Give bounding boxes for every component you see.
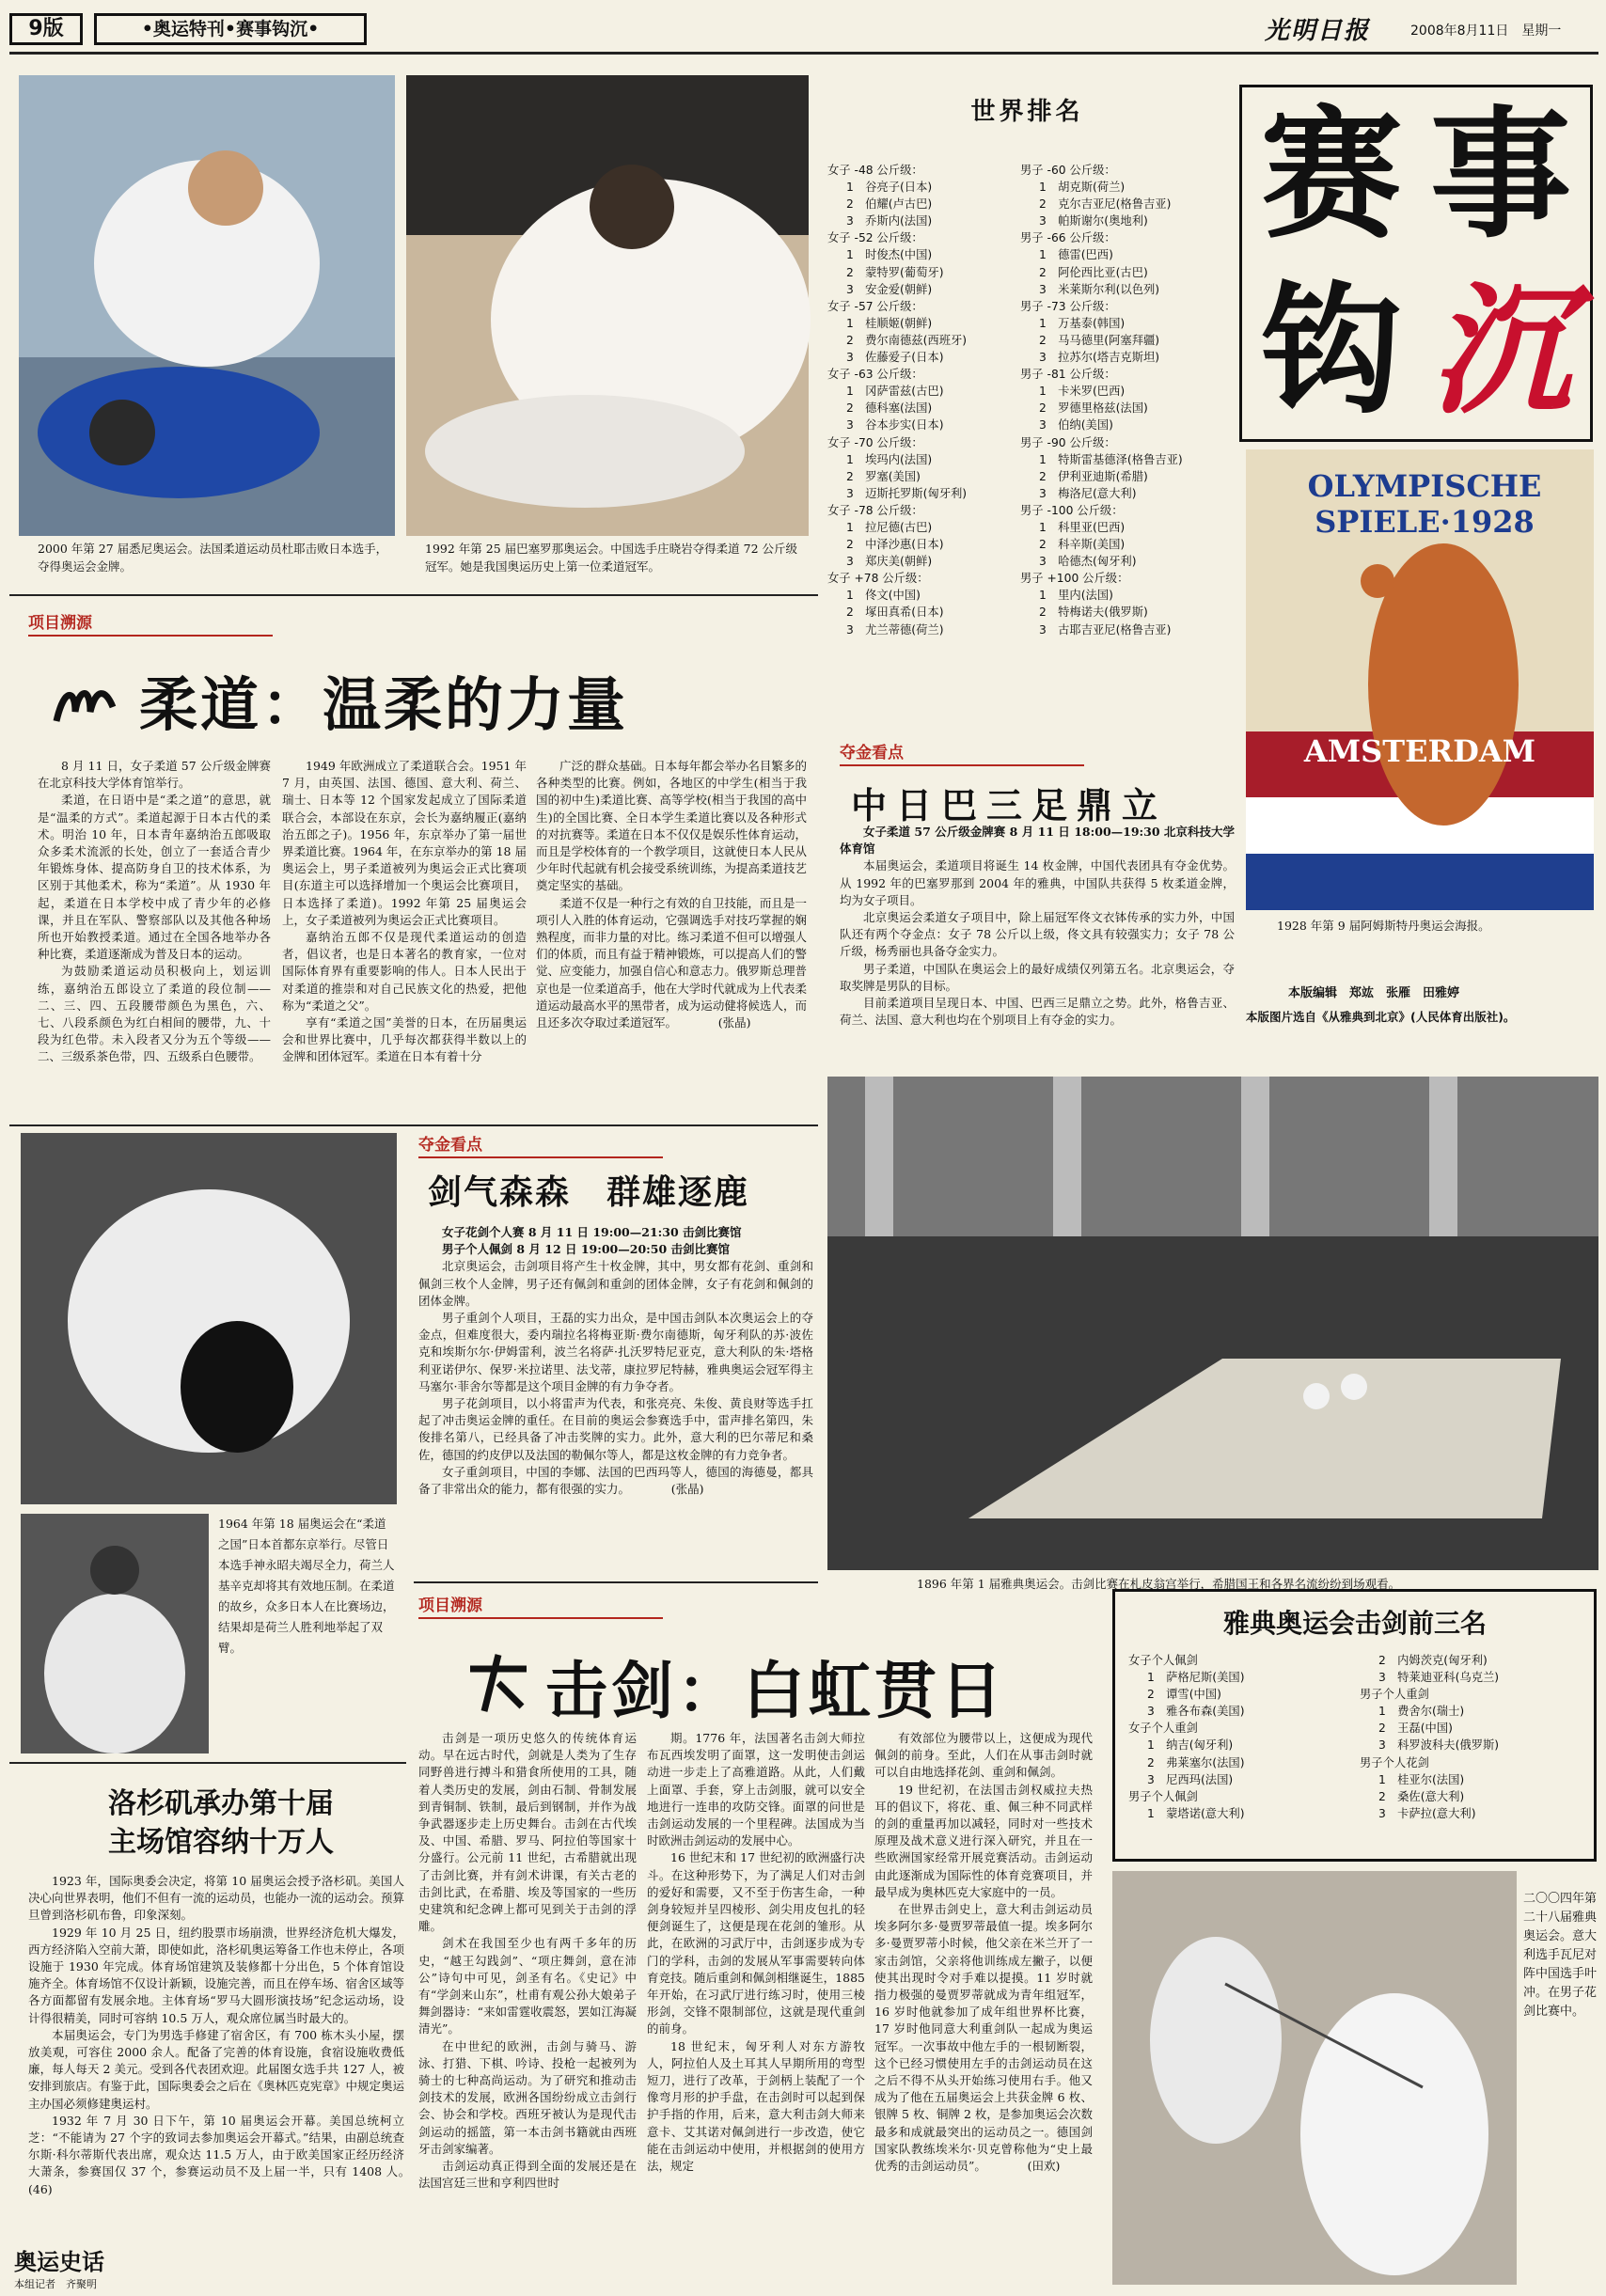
list-item: 3 尤兰蒂德(荷兰) — [846, 622, 944, 637]
list-heading: 女子 -52 公斤级： — [827, 231, 923, 245]
list-item: 1 埃玛内(法国) — [846, 452, 933, 466]
list-heading: 男子 -66 公斤级： — [1020, 231, 1116, 245]
masthead — [9, 11, 1598, 55]
list-item: 1 费舍尔(瑞士) — [1378, 1705, 1465, 1719]
list-heading: 女子个人重剑 — [1128, 1722, 1198, 1736]
list-item: 3 迈斯托罗斯(匈牙利) — [846, 486, 968, 500]
list-item: 1 佟文(中国) — [846, 589, 921, 603]
list-heading: 女子 -78 公斤级： — [827, 503, 923, 517]
list-item: 3 科罗波科夫(俄罗斯) — [1378, 1738, 1500, 1753]
fencing-top3-left — [1128, 1652, 1363, 1822]
judo-col-3: 广泛的群众基础。日本每年都会举办名目繁多的各种类型的比赛。例如，各地区的中学生(相当于我国的初中生)柔道比赛、高等学校(相当于我国的高中生)的全国比赛、全日本学生柔道比赛以及各种形式的对抗赛等。柔道在日本不仅仅是娱乐性体育运动，而且是学校体育的一个教学项目，这就使日本人民从少年时代起就有机会接受系统训练，为提高柔道技艺奠定坚实的基础。 柔道不仅是一种行之有效的自卫技能，而且是一项引人入胜的体育运动，它强调选手对技巧掌握的娴熟程度，而非力量的对比。练习柔道不但可以增强人们的体质，而且有益于精神锻炼，可以提高人们的警觉、应变能力，加强自信心和意志力。俄罗斯总理普京也是一位柔道高手，他在大学时代就成为上代表柔道运动最高水平的黑带者，成为运动健将候选人，而且还多次夺取过柔道冠军。 (张晶) — [536, 759, 807, 1030]
list-item: 1 冈萨雷兹(古巴) — [846, 385, 944, 399]
issue-date: 2008年8月11日 星期一 — [1410, 24, 1562, 39]
list-item: 1 谷亮子(日本) — [846, 181, 933, 195]
page-number: 9版 — [9, 13, 83, 45]
header-char-1: 赛 — [1260, 92, 1402, 258]
paper-logo: 光明日报 — [1265, 17, 1371, 45]
ranking-men-list — [1020, 162, 1236, 638]
list-item: 2 桑佐(意大利) — [1378, 1789, 1465, 1803]
list-item: 1 时俊杰(中国) — [846, 248, 933, 262]
list-heading: 男子个人花剑 — [1360, 1755, 1429, 1769]
list-item: 2 罗塞(美国) — [846, 469, 921, 483]
list-item: 3 伯纳(美国) — [1039, 418, 1113, 432]
list-item: 1 特斯雷基德泽(格鲁吉亚) — [1039, 452, 1183, 466]
list-item: 2 伊利亚迪斯(希腊) — [1039, 469, 1148, 483]
list-item: 2 塚田真希(日本) — [846, 605, 944, 620]
list-heading: 男子 -90 公斤级： — [1020, 435, 1116, 449]
list-item: 1 蒙塔诺(意大利) — [1147, 1806, 1245, 1820]
list-item: 3 尼西玛(法国) — [1147, 1772, 1234, 1786]
list-item: 3 哈德杰(匈牙利) — [1039, 555, 1137, 569]
la-title-2: 主场馆容纳十万人 — [108, 1826, 334, 1859]
list-item: 2 克尔吉亚尼(格鲁吉亚) — [1039, 197, 1172, 212]
fencing-photo-2004 — [1112, 1871, 1517, 2285]
editors-source: 本版图片选自《从雅典到北京》(人民体育出版社)。 — [1246, 1010, 1516, 1024]
judo-icon — [47, 669, 122, 735]
list-item: 1 万基泰(韩国) — [1039, 316, 1126, 330]
fencing-title: 击剑：白虹贯日 — [545, 1654, 1006, 1727]
list-item: 2 罗德里格兹(法国) — [1039, 401, 1148, 416]
list-item: 1 桂顺姬(朝鲜) — [846, 316, 933, 330]
judo-photo-1992 — [406, 75, 809, 536]
judo-photo-1964-bottom — [21, 1514, 209, 1753]
header-char-2: 事 — [1429, 92, 1571, 258]
fencing-top3-right — [1360, 1652, 1595, 1822]
list-heading: 女子 +78 公斤级： — [827, 572, 929, 586]
fencing-section-tag: 项目溯源 — [418, 1592, 482, 1619]
list-item: 2 特梅诺夫(俄罗斯) — [1039, 605, 1148, 620]
list-heading: 女子 -70 公斤级： — [827, 435, 923, 449]
list-item: 3 拉苏尔(塔吉克斯坦) — [1039, 351, 1160, 365]
list-item: 3 雅各布森(美国) — [1147, 1705, 1245, 1719]
list-item: 1 桂亚尔(法国) — [1378, 1772, 1465, 1786]
judo-col-1: 8 月 11 日，女子柔道 57 公斤级金牌赛在北京科技大学体育馆举行。 柔道，在日语中是“柔之道”的意思，就是“温柔的方式”。柔道起源于日本古代的柔术。明治 10 年，日本青年嘉纳治五郎吸取众多柔术流派的长处，创立了一套适合青少年锻炼身体、提高防身自卫的技术体系，为区别于其他柔术，称为“柔道”。从 1930 年起，柔道在日本学校中成了青少年的必修课，并且在军队、警察部队以及其他各种场所也开始教授柔道。通过在全国各地举办各种比赛，柔道逐渐成为普及日本的运动。 为鼓励柔道运动员积极向上，划运训练，嘉纳治五郎设立了柔道的段位制——二、三、四、五段腰带颜色为黑色，六、七、八段系颜色为红白相间的腰带，九、十段为红色带。未入段者又分为五个等级——二、三级系茶色带，四、五级系白色腰带。 — [38, 759, 271, 1064]
list-item: 2 蒙特罗(葡萄牙) — [846, 265, 944, 279]
world-ranking-box — [818, 75, 1236, 705]
list-heading: 男子 -100 公斤级： — [1020, 503, 1124, 517]
duojin2-tag: 夺金看点 — [418, 1131, 482, 1158]
list-item: 2 科辛斯(美国) — [1039, 538, 1126, 552]
fencing-col-1: 击剑是一项历史悠久的传统体育运动。早在远古时代，剑就是人类为了生存同野兽进行搏斗和猎食所使用的工具，随着人类历史的发展，剑由石制、骨制发展到青铜制、铁制，最后到钢制，并作为战争武器逐步走上历史舞台。击剑在古代埃及、中国、希腊、罗马、阿拉伯等国家十分盛行。公元前 11 世纪，古希腊就出现了击剑比赛，并有剑术讲课，有关古老的击剑比武，在希腊、埃及等国家的一些历史建筑和纪念碑上都可见到关于击剑的浮雕。 剑术在我国至少也有两千多年的历史，“越王勾践剑”、“项庄舞剑，意在沛公”诗句中可见，剑圣有名。《史记》中有“学剑来山东”，杜甫有观公孙大娘弟子舞剑器诗：“来如雷霆收震怒，罢如江海凝清光”。 在中世纪的欧洲，击剑与骑马、游泳、打猎、下棋、吟诗、投枪一起被列为骑士的七种高尚运动。为了研究和推动击剑技术的发展，欧洲各国纷纷成立击剑行会、协会和学校。西班牙被认为是现代击剑运动的摇篮，第一本击剑书籍就由西班牙击剑家编著。 击剑运动真正得到全面的发展还是在法国宫廷三世和亨利四世时 — [418, 1731, 637, 2191]
poster-bottom-text: AMSTERDAM — [1303, 733, 1536, 769]
fencing-top3-title: 雅典奥运会击剑前三名 — [1222, 1608, 1487, 1639]
la-title-1: 洛杉矶承办第十届 — [108, 1787, 334, 1820]
list-item: 1 科里亚(巴西) — [1039, 520, 1126, 534]
world-ranking-title: 世界排名 — [970, 98, 1084, 126]
list-item: 2 阿伦西比亚(古巴) — [1039, 265, 1148, 279]
list-item: 1 德雷(巴西) — [1039, 248, 1113, 262]
editors-line: 本版编辑 郑竑 张雁 田雅婷 — [1288, 986, 1460, 1000]
list-item: 3 特莱迪亚科(乌克兰) — [1378, 1671, 1500, 1685]
list-item: 2 弗莱塞尔(法国) — [1147, 1755, 1245, 1769]
section-label: •奥运特刊•赛事钩沉• — [94, 13, 367, 45]
logo-sub: 本组记者 齐聚明 — [14, 2278, 97, 2290]
list-item: 2 费尔南德兹(西班牙) — [846, 333, 968, 347]
list-heading: 女子个人佩剑 — [1128, 1654, 1198, 1667]
list-item: 2 马马德里(阿塞拜疆) — [1039, 333, 1160, 347]
divider — [9, 1124, 818, 1126]
list-item: 3 谷本步实(日本) — [846, 418, 944, 432]
poster-caption: 1928 年第 9 届阿姆斯特丹奥运会海报。 — [1277, 919, 1490, 933]
list-item: 2 伯耀(卢古巴) — [846, 197, 933, 212]
divider — [414, 1581, 818, 1583]
list-item: 3 安金爱(朝鲜) — [846, 282, 933, 296]
photo-caption-1992: 1992 年第 25 届巴塞罗那奥运会。中国选手庄晓岩夺得柔道 72 公斤级冠军。她是我国奥运历史上第一位柔道冠军。 — [425, 542, 797, 574]
fencing-top3-box — [1112, 1589, 1597, 1862]
list-item: 3 古耶吉亚尼(格鲁吉亚) — [1039, 622, 1172, 637]
list-heading: 男子个人佩剑 — [1128, 1789, 1198, 1803]
ranking-women-list — [827, 162, 1025, 638]
list-item: 3 卡萨拉(意大利) — [1378, 1806, 1476, 1820]
header-char-3: 钩 — [1260, 268, 1402, 433]
olympic-history-logo — [14, 2243, 155, 2290]
divider — [9, 1762, 406, 1764]
list-item: 1 拉尼德(古巴) — [846, 520, 933, 534]
list-item: 2 王磊(中国) — [1378, 1722, 1453, 1736]
list-item: 2 谭雪(中国) — [1147, 1688, 1221, 1702]
list-heading: 男子 -60 公斤级： — [1020, 164, 1116, 177]
fencing-icon — [461, 1650, 536, 1716]
divider — [9, 594, 818, 596]
list-heading: 男子 -81 公斤级： — [1020, 368, 1116, 382]
judo-section-tag: 项目溯源 — [28, 609, 92, 637]
list-heading: 女子 -63 公斤级： — [827, 368, 923, 382]
judo-photo-2000 — [19, 75, 395, 536]
list-heading: 女子 -57 公斤级： — [827, 299, 923, 313]
list-item: 3 佐藤爱子(日本) — [846, 351, 944, 365]
duojin2-title: 剑气森森 群雄逐鹿 — [428, 1172, 750, 1212]
header-char-4: 沉 — [1429, 268, 1571, 433]
photo-caption-1964: 1964 年第 18 届奥运会在“柔道之国”日本首都东京举行。尽管日本选手神永昭夫竭尽全力，荷兰人基辛克却将其有效地压制。在柔道的故乡，众多日本人在比赛场边，结果却是荷兰人胜利地举起了双臂。 — [218, 1517, 395, 1655]
photo-caption-2000: 2000 年第 27 届悉尼奥运会。法国柔道运动员杜耶击败日本选手，夺得奥运会金牌。 — [38, 542, 388, 574]
list-heading: 男子 +100 公斤级： — [1020, 572, 1129, 586]
list-heading: 女子 -48 公斤级： — [827, 164, 923, 177]
masthead-rule — [9, 52, 1598, 55]
list-item: 1 萨格尼斯(美国) — [1147, 1671, 1245, 1685]
list-item: 2 德科塞(法国) — [846, 401, 933, 416]
list-heading: 男子 -73 公斤级： — [1020, 299, 1116, 313]
judo-title: 柔道：温柔的力量 — [139, 670, 629, 739]
poster-top-text: OLYMPISCHE SPIELE·1928 — [1307, 468, 1542, 540]
logo-text: 奥运史话 — [14, 2249, 104, 2275]
photo-caption-2004: 二〇〇四年第二十八届雅典奥运会。意大利选手瓦尼对阵中国选手叶冲。在男子花剑比赛中。 — [1523, 1892, 1598, 2019]
list-item: 1 里内(法国) — [1039, 589, 1113, 603]
list-item: 2 内姆茨克(匈牙利) — [1378, 1654, 1488, 1667]
duojin2-body: 女子花剑个人赛 8 月 11 日 19:00—21:30 击剑比赛馆 男子个人佩剑 8 月 12 日 19:00—20:50 击剑比赛馆 北京奥运会，击剑项目将产生十枚金牌，其中，男女都有花剑、重剑和佩剑三枚个人金牌，男子还有佩剑和重剑的团体金牌，女子有花剑和佩剑的团体金牌。 男子重剑个人项目，王磊的实力出众，是中国击剑队本次奥运会上的夺金点，但难度很大，委内瑞拉名将梅亚斯·费尔南德斯，匈牙利队的苏·波佐克和埃斯尔尔·伊姆雷利，波兰名将萨·扎沃罗特尼亚克，意大利队的朱·塔格利亚诺伊尔、保罗·米拉诺里、法戈蒂，康拉罗尼特赫，雅典奥运会冠军得主马塞尔·菲舍尔等都是这个项目金牌的有力争夺者。 男子花剑项目，以小将雷声为代表，和张亮亮、朱俊、黄良财等选手扛起了冲击奥运金牌的重任。在目前的奥运会参赛选手中，雷声排名第四，朱俊排名第八，已经具备了冲击奖牌的实力。此外，意大利的巴尔蒂尼和桑佐，德国的约皮伊以及法国的勒佩尔等人，都是这枚金牌的有力竞争者。 女子重剑项目，中国的李娜、法国的巴西玛等人，德国的海德曼，都具备了非常出众的能力，都有很强的实力。 (张晶) — [418, 1225, 813, 1497]
judo-photo-1964-top — [21, 1133, 397, 1504]
fencing-col-3: 有效部位为腰带以上，这便成为现代佩剑的前身。至此，人们在从事击剑时就可以自由地选择花剑、重剑和佩剑。 19 世纪初，在法国击剑权威拉夫热耳的倡议下，将花、重、佩三种不同武样的剑的重量再加以减轻，同时对一些技术原理及战术意义进行深入研究，并且在一些欧洲国家经常开展竞赛活动。击剑运动由此逐渐成为国际性的体育竞赛项目，并最早成为奥林匹克大家庭中的一员。 在世界击剑史上，意大利击剑运动员埃多阿尔多·曼贾罗蒂最值一提。埃多阿尔多·曼贾罗蒂小时候，他父亲在米兰开了一家击剑馆，父亲将他训练成左撇子，以便使其出现时令对手难以提摸。11 岁时就指力极强的曼贾罗蒂就成为青年组冠军，16 岁时他就参加了成年组世界杯比赛，17 岁时他同意大利重剑队一起成为奥运冠军。一次事故中他左手的一根韧断裂，这个已经习惯使用左手的击剑运动员在这之后不得不从头开始练习使用右手。他又成为了他在五届奥运会上共获金牌 6 枚、银牌 5 枚、铜牌 2 枚，是参加奥运会次数最多和成就最突出的运动员之一。德国剑国家队教练埃米尔·贝克曾称他为“史上最优秀的击剑运动员”。 (田欢) — [874, 1731, 1093, 2174]
list-item: 3 乔斯内(法国) — [846, 214, 933, 228]
header-block — [1239, 85, 1593, 442]
list-item: 3 梅洛尼(意大利) — [1039, 486, 1137, 500]
duojin1-tag: 夺金看点 — [840, 739, 904, 766]
list-heading: 男子个人重剑 — [1360, 1688, 1429, 1702]
duojin1-title: 中日巴三足鼎立 — [851, 784, 1168, 826]
list-item: 2 中泽沙惠(日本) — [846, 538, 944, 552]
list-item: 3 郑庆美(朝鲜) — [846, 555, 933, 569]
list-item: 1 卡米罗(巴西) — [1039, 385, 1126, 399]
fencing-photo-caption: 1896 年第 1 届雅典奥运会。击剑比赛在札皮翁宫举行，希腊国王和各界名流纷纷到场观看。 — [917, 1577, 1401, 1591]
list-item: 3 帕斯谢尔(奥地利) — [1039, 214, 1148, 228]
fencing-col-2: 期。1776 年，法国著名击剑大师拉布瓦西埃发明了面罩，这一发明使击剑运动进一步走上了高雅道路。从此，人们戴上面罩、手套，穿上击剑服，就可以安全地进行一连串的攻防交锋。面罩的问世是击剑运动发展的一个里程碑。法国成为当时欧洲击剑运动的发展中心。 16 世纪末和 17 世纪初的欧洲盛行决斗。在这种形势下，为了满足人们对击剑的爱好和需要，又不至于伤害生命，一种剑身较短并呈四棱形、剑尖用皮包扎的轻便剑诞生了，这便是现在花剑的雏形。从此，在欧洲的习武厅中，击剑逐步成为专门的学科，击剑的发展从军事需要转向体育竞技。随后重剑和佩剑相继诞生，1885 年开始，在习武厅进行练习时，使用三棱形剑，交锋不限制部位，这就是现代重剑的前身。 18 世纪末，匈牙利人对东方游牧人，阿拉伯人及土耳其人早期所用的弯型短刀，进行了改革，于剑柄上装配了一个像弯月形的护手盘，在击剑时可以起到保护手指的作用，后来，意大利击剑大师来意卡、艾其诺对佩剑进行一步改造，使它能在击剑运动中使用，并根据剑的使用方法，规定 — [647, 1731, 865, 2174]
fencing-photo-1896 — [827, 1077, 1598, 1570]
poster-1928 — [1246, 449, 1594, 910]
list-item: 1 胡克斯(荷兰) — [1039, 181, 1126, 195]
duojin1-body: 女子柔道 57 公斤级金牌赛 8 月 11 日 18:00—19:30 北京科技大学体育馆 本届奥运会，柔道项目将诞生 14 枚金牌，中国代表团具有夺金优势。从 1992 年的巴塞罗那到 2004 年的雅典，中国队共获得 5 枚柔道金牌，均为女子项目。 北京奥运会柔道女子项目中，除上届冠军佟文衣钵传承的实力外，中国队还有两个夺金点：女子 78 公斤以上级，佟文具有较强实力；女子 78 公斤级，杨秀丽也具备夺金实力。 男子柔道，中国队在奥运会上的最好成绩仅列第五名。北京奥运会，夺取奖牌是男队的目标。 目前柔道项目呈现日本、中国、巴西三足鼎立之势。此外，格鲁吉亚、荷兰、法国、意大利也均在个别项目上有夺金的实力。 — [840, 825, 1235, 1028]
list-item: 3 米莱斯尔利(以色列) — [1039, 282, 1160, 296]
judo-col-2: 1949 年欧洲成立了柔道联合会。1951 年 7 月，由英国、法国、德国、意大利、荷兰、瑞士、日本等 12 个国家发起成立了国际柔道联合会，本部设在东京，会长为嘉纳履正(嘉纳治五郎之子)。1956 年，东京举办了第一届世界柔道比赛。1964 年，在东京举办的第 18 届奥运会上，男子柔道被列为奥运会正式比赛项目(东道主可以选择增加一个奥运会比赛项目，日本选择了柔道)。1992 年第 25 届奥运会上，女子柔道被列为奥运会正式比赛项目。 嘉纳治五郎不仅是现代柔道运动的创造者，倡议者，也是日本著名的教育家，一位对国际体育界有重要影响的伟人。日本人民出于对柔道的推崇和对自己民族文化的热爱，把他称为“柔道之父”。 享有“柔道之国”美誉的日本，在历届奥运会和世界比赛中，几乎每次都获得半数以上的金牌和团体冠军。柔道在日本有着十分 — [282, 759, 527, 1064]
list-item: 1 纳吉(匈牙利) — [1147, 1738, 1234, 1753]
la-body: 1923 年，国际奥委会决定，将第 10 届奥运会授予洛杉矶。美国人决心向世界表明，他们不但有一流的运动员，也能办一流的运动会。预算旦曾到洛杉矶布鲁，印象深刻。 1929 年 10 月 25 日，纽约股票市场崩溃，世界经济危机大爆发，西方经济陷入空前大萧，即使如此，洛杉矶奥运筹备工作也未停止，各项设施于 1930 年完成。体育场馆建筑及装修都十分出色，5 个体育馆设施齐全。体育场馆不仅设计新颖，设施完善，而且在停车场、宿舍区域等各方面都留有发展余地。主体育场“罗马大圆形演技场”纪念运动场，设计得很精美，同时可容纳 10.5 万人，观众席位属当时最大的。 本届奥运会，专门为男选手修建了宿舍区，有 700 栋木头小屋，摆放美观，可容住 2000 余人。配备了完善的体育设施，食宿设施收费低廉，每人每天 2 美元。受到各代表团欢迎。此届图女选手共 127 人，被安排到旅店。有鉴于此，国际奥委会之后在《奥林匹克宪章》中规定奥运主办国必须修建奥运村。 1932 年 7 月 30 日下午，第 10 届奥运会开幕。美国总统柯立芝：“不能请为 27 个字的致词去参加奥运会开幕式。”结果，由副总统查尔斯·科尔蒂斯代表出席，观众达 11.5 万人，由于欧美国家正经历经济大萧条，参赛国仅 37 个，参赛运动员不及上届一半，只有 1408 人。 (46) — [28, 1874, 452, 2196]
